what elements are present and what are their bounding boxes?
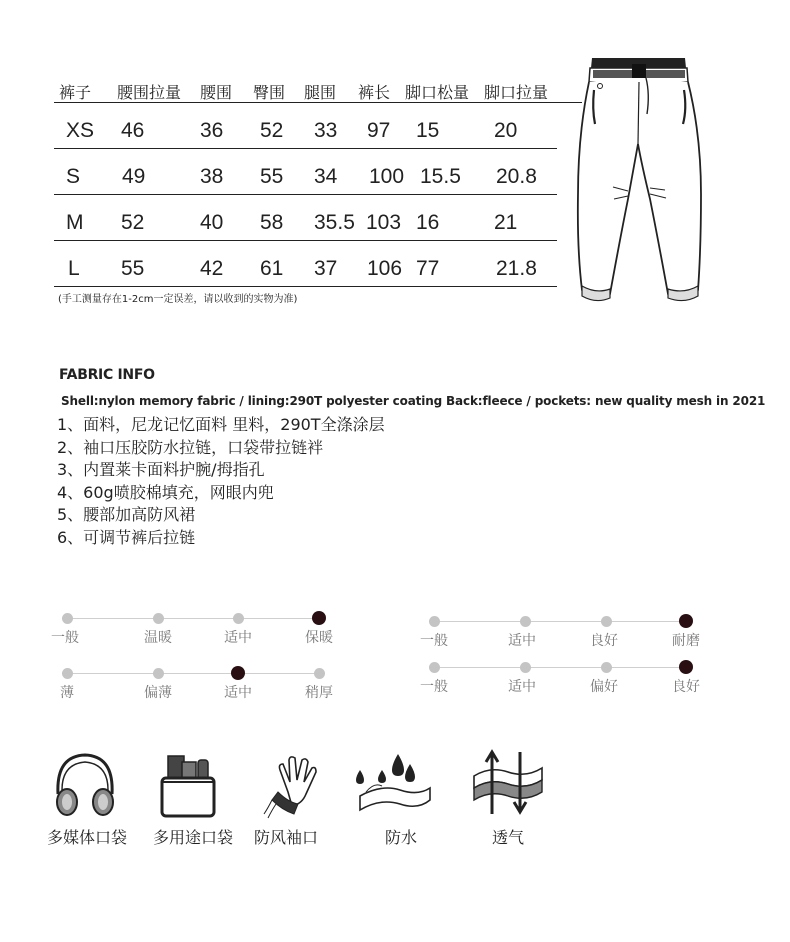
table-cell: 20 (494, 119, 518, 142)
scale-dot (679, 660, 693, 674)
header-cell: 腰围拉量 (117, 83, 182, 102)
size-label: L (68, 257, 80, 280)
header-cell: 脚口松量 (405, 83, 470, 102)
scale-track (434, 621, 686, 622)
headphones-icon (50, 750, 120, 820)
pants-illustration (570, 54, 710, 304)
table-row (54, 195, 557, 241)
table-cell: 21.8 (496, 257, 537, 280)
table-cell: 61 (260, 257, 284, 280)
icon-label: 透气 (491, 828, 525, 847)
scale-label: 耐磨 (672, 633, 700, 649)
table-cell: 21 (494, 211, 518, 234)
scale-dot (153, 668, 164, 679)
table-cell: 38 (200, 165, 224, 188)
thickness-scale (55, 668, 333, 708)
list-item: 5、腰部加高防风裙 (57, 505, 196, 524)
scale-label: 一般 (420, 679, 448, 695)
header-cell: 腿围 (304, 83, 337, 102)
icon-label: 防风袖口 (253, 828, 319, 847)
table-cell: 42 (200, 257, 224, 280)
table-cell: 49 (122, 165, 146, 188)
feature-list (57, 414, 385, 549)
scale-label: 适中 (224, 685, 252, 701)
size-table (54, 74, 557, 287)
scale-label: 适中 (508, 633, 536, 649)
scale-dot (312, 611, 326, 625)
table-cell: 103 (366, 211, 402, 234)
scale-track (434, 667, 686, 668)
performance-scale (422, 662, 698, 702)
scale-dot (601, 662, 612, 673)
size-label: XS (66, 119, 95, 142)
header-cell: 裤子 (59, 83, 92, 102)
table-cell: 52 (260, 119, 284, 142)
scale-track (67, 618, 317, 619)
table-row (54, 241, 557, 287)
table-cell: 55 (260, 165, 284, 188)
table-cell: 55 (121, 257, 145, 280)
icon-label: 防水 (384, 828, 418, 847)
table-cell: 15.5 (420, 165, 461, 188)
scale-label: 适中 (508, 679, 536, 695)
scale-label: 偏好 (590, 679, 618, 695)
scale-label: 偏薄 (144, 685, 172, 701)
scale-label: 薄 (60, 685, 74, 701)
table-cell: 100 (369, 165, 405, 188)
scale-label: 良好 (672, 679, 700, 695)
icon-label: 多用途口袋 (152, 828, 234, 847)
scale-label: 一般 (51, 630, 79, 646)
scale-label: 温暖 (144, 630, 172, 646)
header-cell: 臀围 (253, 83, 286, 102)
pocket-icon (158, 752, 218, 822)
scale-dot (62, 668, 73, 679)
list-item: 2、袖口压胶防水拉链，口袋带拉链袢 (57, 437, 324, 457)
fabric-description: Shell:nylon memory fabric / lining:290T polyester coating Back:fleece / pockets: new quality mesh in 2021 (61, 394, 766, 408)
table-cell: 58 (260, 211, 284, 234)
list-item: 6、可调节裤后拉链 (57, 527, 196, 547)
list-item: 3、内置莱卡面料护腕/拇指孔 (57, 460, 265, 479)
list-item: 1、面料，尼龙记忆面料 里料，290T全涤涂层 (57, 415, 385, 434)
scale-dot (679, 614, 693, 628)
table-cell: 37 (314, 257, 338, 280)
table-cell: 40 (200, 211, 224, 234)
table-cell: 34 (314, 165, 338, 188)
durability-scale (422, 616, 698, 656)
header-cell: 脚口拉量 (484, 83, 549, 102)
scale-dot (233, 613, 244, 624)
scale-dot (601, 616, 612, 627)
scale-dot (520, 662, 531, 673)
scale-label: 稍厚 (305, 685, 333, 701)
table-row (54, 149, 557, 195)
scale-dot (520, 616, 531, 627)
table-cell: 52 (121, 211, 145, 234)
table-row (54, 103, 557, 149)
header-cell: 裤长 (358, 83, 391, 102)
table-cell: 77 (416, 257, 440, 280)
scale-label: 一般 (420, 633, 448, 649)
scale-label: 良好 (590, 633, 618, 649)
breathable-arrows-icon (470, 748, 546, 818)
table-cell: 20.8 (496, 165, 537, 188)
scale-dot (314, 668, 325, 679)
size-label: M (66, 211, 84, 234)
size-label: S (66, 165, 81, 188)
size-table-header (54, 74, 582, 103)
table-cell: 97 (367, 119, 391, 142)
table-cell: 46 (121, 119, 145, 142)
measurement-note: (手工测量存在1-2cm一定误差，请以收到的实物为准) (58, 294, 298, 305)
scale-dot (429, 616, 440, 627)
glove-cuff-icon (258, 752, 324, 822)
warmth-scale (51, 613, 333, 653)
icon-label: 多媒体口袋 (46, 828, 128, 847)
scale-dot (429, 662, 440, 673)
scale-dot (62, 613, 73, 624)
scale-dot (231, 666, 245, 680)
scale-label: 保暖 (305, 630, 333, 646)
list-item: 4、60g喷胶棉填充，网眼内兜 (57, 482, 274, 502)
table-cell: 15 (416, 119, 440, 142)
table-cell: 16 (416, 211, 440, 234)
table-cell: 106 (367, 257, 403, 280)
scale-track (67, 673, 317, 674)
scale-label: 适中 (224, 630, 252, 646)
header-cell: 腰围 (200, 83, 233, 102)
table-cell: 36 (200, 119, 224, 142)
water-drops-icon (352, 752, 434, 818)
table-cell: 35.5 (314, 211, 355, 234)
fabric-info-title: FABRIC INFO (59, 367, 155, 383)
table-cell: 33 (314, 119, 338, 142)
scale-dot (153, 613, 164, 624)
